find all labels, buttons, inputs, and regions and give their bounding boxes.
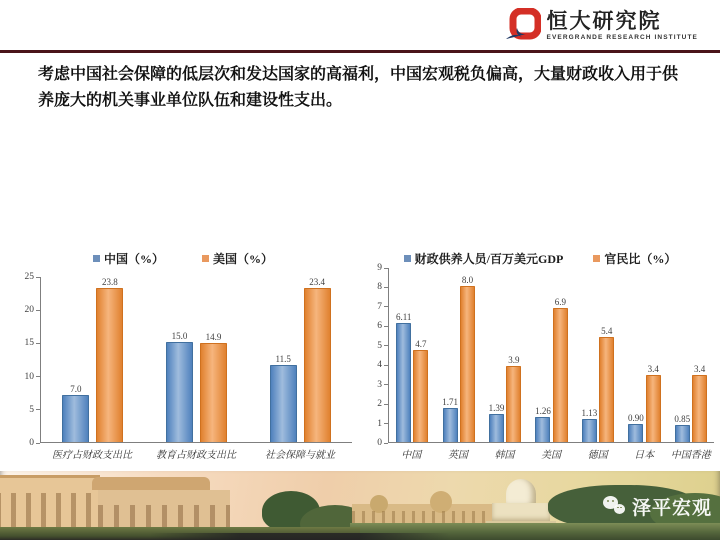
y-tick-label: 0 bbox=[29, 438, 34, 448]
data-label: 0.85 bbox=[674, 413, 691, 424]
x-category-label: 教育占财政支出比 bbox=[156, 449, 236, 461]
y-tick bbox=[377, 302, 388, 312]
y-tick bbox=[377, 438, 388, 448]
data-label: 14.9 bbox=[205, 331, 222, 342]
header bbox=[0, 0, 720, 50]
legend-label: 官民比（%） bbox=[604, 251, 677, 266]
bar-group bbox=[248, 277, 352, 442]
legend-swatch bbox=[93, 255, 100, 262]
x-category-label: 德国 bbox=[587, 449, 608, 461]
bar bbox=[535, 417, 550, 442]
bar-wrapper bbox=[62, 277, 89, 442]
y-tick bbox=[377, 360, 388, 370]
bar bbox=[553, 308, 568, 442]
y-tick bbox=[377, 419, 388, 429]
y-tick-label: 2 bbox=[377, 399, 382, 410]
chart-body bbox=[366, 263, 714, 448]
chart-government-staffing bbox=[366, 250, 714, 464]
bar-group bbox=[621, 268, 667, 442]
y-tick-label: 4 bbox=[377, 360, 382, 371]
x-category-label: 中国 bbox=[401, 449, 422, 461]
y-tick bbox=[377, 282, 388, 292]
bar-wrapper bbox=[200, 277, 227, 442]
y-tick bbox=[377, 321, 388, 331]
data-label: 23.4 bbox=[309, 277, 326, 287]
bar-wrapper bbox=[582, 268, 598, 442]
y-tick-label: 5 bbox=[377, 340, 382, 351]
bar-group bbox=[435, 268, 481, 442]
legend-item bbox=[593, 250, 676, 267]
x-axis-labels bbox=[40, 443, 352, 463]
y-tick bbox=[25, 372, 41, 382]
legend-swatch bbox=[202, 255, 209, 262]
y-tick-label: 0 bbox=[377, 438, 382, 448]
data-label: 11.5 bbox=[275, 354, 291, 365]
bar-wrapper bbox=[535, 268, 551, 442]
resort-building-roof bbox=[92, 477, 210, 490]
plot-area bbox=[40, 277, 352, 443]
bar-wrapper bbox=[460, 268, 475, 442]
bar-group bbox=[41, 277, 145, 442]
legend-item bbox=[404, 250, 564, 267]
chart-legend bbox=[366, 250, 714, 266]
bar bbox=[599, 337, 614, 442]
bar-group bbox=[482, 268, 528, 442]
data-label: 3.4 bbox=[693, 364, 706, 375]
logo-texts bbox=[547, 11, 698, 42]
y-tick-label: 5 bbox=[29, 404, 34, 415]
y-tick-label: 15 bbox=[24, 338, 34, 349]
y-tick-label: 9 bbox=[377, 263, 382, 273]
watermark bbox=[603, 493, 712, 520]
bar-wrapper bbox=[413, 268, 428, 442]
data-label: 8.0 bbox=[461, 275, 474, 286]
bar-wrapper bbox=[304, 277, 331, 442]
legend-label: 中国（%） bbox=[103, 251, 164, 266]
y-tick-label: 6 bbox=[377, 321, 382, 332]
wechat-bubble-small bbox=[614, 504, 625, 514]
y-tick bbox=[29, 438, 40, 448]
data-label: 3.4 bbox=[647, 364, 659, 375]
bar-wrapper bbox=[553, 268, 568, 442]
bar bbox=[675, 425, 690, 442]
bar bbox=[646, 375, 661, 442]
x-category-label: 韩国 bbox=[494, 449, 515, 461]
chart-legend bbox=[14, 250, 352, 266]
legend-label: 美国（%） bbox=[213, 251, 274, 266]
x-category-label: 英国 bbox=[447, 449, 468, 461]
bar-wrapper bbox=[692, 268, 707, 442]
bar bbox=[62, 395, 89, 442]
y-tick bbox=[377, 341, 388, 351]
bar bbox=[396, 323, 411, 442]
data-label: 7.0 bbox=[70, 383, 82, 394]
bar-wrapper bbox=[489, 268, 505, 442]
y-tick bbox=[377, 399, 388, 409]
summary-text: 考虑中国社会保障的低层次和发达国家的高福利，中国宏观税负偏高，大量财政收入用于供养庞大的机关事业单位队伍和建设性支出。 bbox=[38, 66, 679, 110]
y-tick-label: 3 bbox=[377, 379, 382, 390]
y-tick bbox=[25, 338, 41, 348]
legend-swatch bbox=[593, 255, 600, 262]
data-label: 4.7 bbox=[415, 339, 427, 350]
data-label: 6.9 bbox=[554, 296, 566, 307]
data-label: 1.13 bbox=[581, 408, 598, 419]
bar-wrapper bbox=[96, 277, 123, 442]
x-category-label: 日本 bbox=[634, 449, 655, 461]
evergrande-logo-icon bbox=[505, 8, 541, 44]
bar-group bbox=[668, 268, 714, 442]
watermark-text: 泽平宏观 bbox=[631, 498, 712, 519]
bar-wrapper bbox=[646, 268, 661, 442]
y-tick-label: 25 bbox=[24, 272, 34, 282]
chart-body bbox=[14, 272, 352, 448]
legend-item bbox=[93, 250, 164, 267]
header-divider bbox=[0, 50, 720, 53]
data-label: 6.11 bbox=[396, 311, 412, 322]
y-tick bbox=[377, 263, 388, 273]
bar bbox=[200, 343, 227, 442]
bar bbox=[96, 288, 123, 442]
bar-group bbox=[145, 277, 249, 442]
legend-item bbox=[202, 250, 273, 267]
bar bbox=[692, 375, 707, 442]
shadow-band bbox=[150, 533, 450, 540]
y-tick bbox=[25, 305, 41, 315]
legend-swatch bbox=[404, 255, 411, 262]
bar-group bbox=[575, 268, 621, 442]
bar bbox=[413, 350, 428, 442]
logo-title: 恒大研究院 bbox=[546, 9, 662, 33]
x-category-label: 医疗占财政支出比 bbox=[52, 449, 132, 461]
long-building-dome bbox=[430, 491, 452, 513]
bar bbox=[628, 424, 643, 442]
y-tick-label: 8 bbox=[377, 282, 382, 293]
bar-wrapper bbox=[674, 268, 690, 442]
logo bbox=[505, 8, 698, 44]
y-tick-label: 1 bbox=[377, 418, 382, 429]
data-label: 23.8 bbox=[101, 277, 118, 287]
bar bbox=[270, 365, 297, 442]
bar-group bbox=[528, 268, 574, 442]
bar-wrapper bbox=[166, 277, 193, 442]
logo-subtitle: EVERGRANDE RESEARCH INSTITUTE bbox=[546, 33, 698, 41]
y-tick-label: 7 bbox=[377, 301, 382, 312]
bar bbox=[489, 414, 504, 442]
bar-wrapper bbox=[442, 268, 458, 442]
x-category-label: 社会保障与就业 bbox=[265, 449, 335, 461]
footer-photo-strip bbox=[0, 471, 720, 540]
data-label: 5.4 bbox=[601, 325, 613, 336]
y-tick-label: 20 bbox=[24, 305, 34, 316]
y-tick bbox=[29, 405, 40, 415]
x-category-label: 中国香港 bbox=[670, 449, 711, 461]
bar-wrapper bbox=[506, 268, 521, 442]
bar-group bbox=[389, 268, 435, 442]
x-category-label: 美国 bbox=[541, 449, 562, 461]
data-label: 15.0 bbox=[171, 331, 188, 341]
data-label: 1.26 bbox=[535, 405, 551, 416]
x-axis-labels bbox=[388, 443, 714, 463]
y-tick bbox=[25, 272, 41, 282]
data-label: 1.71 bbox=[442, 396, 458, 407]
y-axis bbox=[14, 272, 40, 448]
chart-fiscal-expenditure-share bbox=[14, 250, 352, 464]
bar bbox=[443, 408, 458, 442]
y-tick-label: 10 bbox=[24, 371, 34, 382]
bar bbox=[304, 288, 331, 442]
y-tick bbox=[377, 380, 388, 390]
capitol-building bbox=[492, 503, 550, 523]
bar-wrapper bbox=[599, 268, 614, 442]
data-label: 3.9 bbox=[508, 354, 520, 365]
bar bbox=[460, 286, 475, 442]
bar-wrapper bbox=[270, 277, 297, 442]
bar bbox=[166, 342, 193, 442]
bar-wrapper bbox=[628, 268, 644, 442]
bar bbox=[582, 419, 597, 442]
wechat-icon bbox=[603, 496, 627, 518]
bar-wrapper bbox=[396, 268, 411, 442]
data-label: 1.39 bbox=[488, 403, 505, 414]
y-axis bbox=[366, 263, 388, 448]
plot-area bbox=[388, 268, 714, 443]
legend-label: 财政供养人员/百万美元GDP bbox=[414, 251, 564, 266]
bar bbox=[506, 366, 521, 442]
data-label: 0.90 bbox=[627, 412, 644, 423]
